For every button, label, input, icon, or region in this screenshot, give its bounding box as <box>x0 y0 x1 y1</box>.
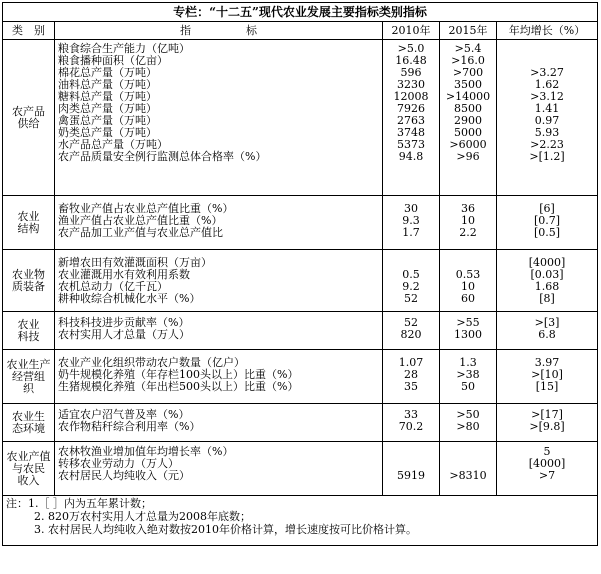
table-title: 专栏：“十二五”现代农业发展主要指标类别指标 <box>3 3 598 22</box>
growth-value: [6] <box>539 202 555 215</box>
indicator-text: 农林牧渔业增加值年均增长率（%） <box>58 445 234 458</box>
growth-value: >7 <box>538 469 556 482</box>
growth-value: >[10] <box>531 368 563 381</box>
value-2010: 3748 <box>397 126 425 139</box>
growth-value: >3.12 <box>530 90 564 103</box>
category-label-part: 科技 <box>17 329 40 343</box>
value-2010: 28 <box>404 368 418 381</box>
indicator-cell <box>55 312 383 350</box>
value-2015: 10 <box>461 280 475 293</box>
value-2010: 16.48 <box>395 54 427 67</box>
value-2010: 70.2 <box>398 420 424 433</box>
category-label-part: 供给 <box>17 116 40 130</box>
growth-cell <box>497 350 598 404</box>
note-line: 2. 820万农村实用人才总量为2008年底数； <box>34 510 251 523</box>
indicator-cell <box>55 404 383 442</box>
growth-cell <box>497 312 598 350</box>
growth-value: 0.97 <box>534 114 560 127</box>
value-2010: 33 <box>404 408 418 421</box>
group-row <box>3 442 598 496</box>
category-label-part: 与农民 <box>12 461 45 475</box>
value-2015: >55 <box>456 316 480 329</box>
value-2010: 9.3 <box>402 214 420 227</box>
indicator-text: 粮食播种面积（亿亩） <box>58 54 168 67</box>
indicator-text: 水产品总产量（万吨） <box>58 138 168 151</box>
header-row <box>3 22 598 40</box>
category-label-part: 织 <box>23 381 34 395</box>
indicator-cell <box>55 350 383 404</box>
value-2015: 50 <box>461 380 475 393</box>
header-category: 类 别 <box>3 22 55 40</box>
indicator-text: 渔业产值占农业总产值比重（%） <box>58 214 223 227</box>
growth-value: >3.27 <box>530 66 564 79</box>
category-label-part: 农业生产 <box>6 357 51 371</box>
header-2010: 2010年 <box>383 22 440 40</box>
header-indicator: 指 标 <box>55 22 383 40</box>
category-label-part: 农业产值 <box>6 449 51 463</box>
value-2015: >700 <box>452 66 484 79</box>
group-row <box>3 250 598 312</box>
indicator-text: 农村居民人均纯收入（元） <box>58 469 190 482</box>
growth-value: >[17] <box>531 408 563 421</box>
table-body <box>3 3 598 546</box>
indicator-cell <box>55 250 383 312</box>
category-cell <box>3 350 55 404</box>
header-growth: 年均增长（%） <box>497 22 598 40</box>
category-cell <box>3 442 55 496</box>
growth-cell <box>497 404 598 442</box>
indicator-text: 耕种收综合机械化水平（%） <box>58 292 201 305</box>
value-2015: 2900 <box>454 114 482 127</box>
growth-value: [15] <box>535 380 559 393</box>
growth-value: [0.7] <box>533 214 561 227</box>
growth-value <box>500 43 594 55</box>
growth-value: [4000] <box>528 457 566 470</box>
value-2015-cell <box>440 40 497 196</box>
value-2015: 1.3 <box>459 356 477 369</box>
value-2015: 60 <box>461 292 475 305</box>
value-2015: >14000 <box>445 90 491 103</box>
growth-value: 1.62 <box>534 78 560 91</box>
category-label-part: 农业生 <box>12 409 45 423</box>
indicator-text: 粮食综合生产能力（亿吨） <box>58 42 190 55</box>
growth-value: 1.41 <box>534 102 560 115</box>
value-2015: 10 <box>461 214 475 227</box>
growth-cell <box>497 196 598 250</box>
indicator-text: 科技科技进步贡献率（%） <box>58 316 190 329</box>
indicator-cell <box>55 40 383 196</box>
indicator-text: 农业灌溉用水有效利用系数 <box>58 268 190 281</box>
group-row <box>3 40 598 196</box>
value-2015: >80 <box>456 420 480 433</box>
growth-cell <box>497 250 598 312</box>
value-2010: 2763 <box>397 114 425 127</box>
growth-value: [0.03] <box>530 268 564 281</box>
value-2015: 3500 <box>454 78 482 91</box>
category-label-part: 结构 <box>17 221 40 235</box>
value-2010-cell <box>383 442 440 496</box>
value-2010: 5919 <box>397 469 425 482</box>
category-cell <box>3 404 55 442</box>
value-2010: 9.2 <box>402 280 420 293</box>
value-2010: 35 <box>404 380 418 393</box>
value-2010: 1.7 <box>402 226 420 239</box>
category-label-part: 农业 <box>17 209 40 223</box>
indicator-text: 奶类总产量（万吨） <box>58 126 157 139</box>
indicator-text: 棉花总产量（万吨） <box>58 66 157 79</box>
value-2010-cell <box>383 196 440 250</box>
category-cell <box>3 312 55 350</box>
value-2015: 8500 <box>454 102 482 115</box>
value-2015: >6000 <box>449 138 487 151</box>
indicator-table <box>2 2 598 546</box>
value-2015: >50 <box>456 408 480 421</box>
value-2010-cell <box>383 350 440 404</box>
value-2010: 5373 <box>397 138 425 151</box>
group-row <box>3 404 598 442</box>
value-2010-cell <box>383 312 440 350</box>
growth-cell <box>497 40 598 196</box>
value-2010: 820 <box>400 328 422 341</box>
value-2015-cell <box>440 196 497 250</box>
value-2010: 596 <box>400 66 422 79</box>
value-2010-cell <box>383 40 440 196</box>
indicator-text: 农机总动力（亿千瓦） <box>58 280 168 293</box>
indicator-table-container <box>2 2 597 546</box>
value-2010: 52 <box>404 292 418 305</box>
indicator-text: 农产品质量安全例行监测总体合格率（%） <box>58 150 267 163</box>
header-2015: 2015年 <box>440 22 497 40</box>
category-label-part: 经营组 <box>12 369 45 383</box>
growth-value: [4000] <box>528 256 566 269</box>
value-2015: 2.2 <box>459 226 477 239</box>
value-2010: 12008 <box>393 90 429 103</box>
growth-value: >[3] <box>534 316 560 329</box>
indicator-text: 油料总产量（万吨） <box>58 78 157 91</box>
indicator-text: 农产品加工业产值与农业总产值比 <box>58 226 223 239</box>
value-2015: >38 <box>456 368 480 381</box>
value-2015-cell <box>440 404 497 442</box>
category-label-part: 农产品 <box>12 104 45 118</box>
value-2015: >8310 <box>449 469 487 482</box>
notes-row <box>3 496 598 546</box>
growth-value: 5.93 <box>534 126 560 139</box>
value-2015: >16.0 <box>451 54 485 67</box>
growth-value: [0.5] <box>533 226 561 239</box>
category-cell <box>3 250 55 312</box>
group-row <box>3 350 598 404</box>
value-2015: 5000 <box>454 126 482 139</box>
category-label-part: 质装备 <box>12 279 45 293</box>
note-line: 注：1.［ ］内为五年累计数； <box>6 497 152 510</box>
value-2010: 3230 <box>397 78 425 91</box>
growth-value: >[1.2] <box>529 150 565 163</box>
growth-value: 1.68 <box>534 280 560 293</box>
value-2010 <box>386 446 436 458</box>
growth-value: 3.97 <box>534 356 560 369</box>
category-cell <box>3 196 55 250</box>
indicator-text: 肉类总产量（万吨） <box>58 102 157 115</box>
value-2015-cell <box>440 442 497 496</box>
value-2010: 7926 <box>397 102 425 115</box>
value-2010: 1.07 <box>398 356 424 369</box>
value-2010: 0.5 <box>402 268 420 281</box>
growth-cell <box>497 442 598 496</box>
title-row <box>3 3 598 22</box>
value-2015: 1300 <box>454 328 482 341</box>
indicator-cell <box>55 196 383 250</box>
value-2015 <box>443 446 493 458</box>
value-2015-cell <box>440 350 497 404</box>
growth-value: 6.8 <box>538 328 556 341</box>
indicator-cell <box>55 442 383 496</box>
value-2015: 0.53 <box>455 268 481 281</box>
value-2015-cell <box>440 250 497 312</box>
indicator-text: 禽蛋总产量（万吨） <box>58 114 157 127</box>
value-2015: 36 <box>461 202 475 215</box>
indicator-text: 农村实用人才总量（万人） <box>58 328 190 341</box>
group-row <box>3 196 598 250</box>
indicator-text: 畜牧业产值占农业总产值比重（%） <box>58 202 234 215</box>
category-label-part: 农业 <box>17 317 40 331</box>
growth-value: 5 <box>543 445 551 458</box>
growth-value: [8] <box>539 292 555 305</box>
category-cell <box>3 40 55 196</box>
indicator-text: 转移农业劳动力（万人） <box>58 457 179 470</box>
value-2010-cell <box>383 250 440 312</box>
indicator-text: 农业产业化组织带动农户数量（亿户） <box>58 356 245 369</box>
indicator-text: 糖料总产量（万吨） <box>58 90 157 103</box>
note-line: 3. 农村居民人均纯收入绝对数按2010年价格计算，增长速度按可比价格计算。 <box>34 523 417 536</box>
value-2010: >5.0 <box>397 42 425 55</box>
growth-value: >2.23 <box>530 138 564 151</box>
indicator-text: 适宜农户沼气普及率（%） <box>58 408 190 421</box>
value-2015: >96 <box>456 150 480 163</box>
group-row <box>3 312 598 350</box>
indicator-text: 新增农田有效灌溉面积（万亩） <box>58 256 212 269</box>
growth-value: >[9.8] <box>529 420 565 433</box>
value-2010: 30 <box>404 202 418 215</box>
value-2015: >5.4 <box>454 42 482 55</box>
indicator-text: 奶牛规模化养殖（年存栏100头以上）比重（%） <box>58 368 299 381</box>
category-label-part: 农业物 <box>12 267 45 281</box>
value-2010-cell <box>383 404 440 442</box>
value-2010: 52 <box>404 316 418 329</box>
category-label-part: 态环境 <box>12 421 45 435</box>
indicator-text: 生猪规模化养殖（年出栏500头以上）比重（%） <box>58 380 299 393</box>
value-2010: 94.8 <box>398 150 424 163</box>
notes-cell <box>3 496 598 546</box>
indicator-text: 农作物秸秆综合利用率（%） <box>58 420 201 433</box>
value-2015-cell <box>440 312 497 350</box>
category-label-part: 收入 <box>17 473 40 487</box>
